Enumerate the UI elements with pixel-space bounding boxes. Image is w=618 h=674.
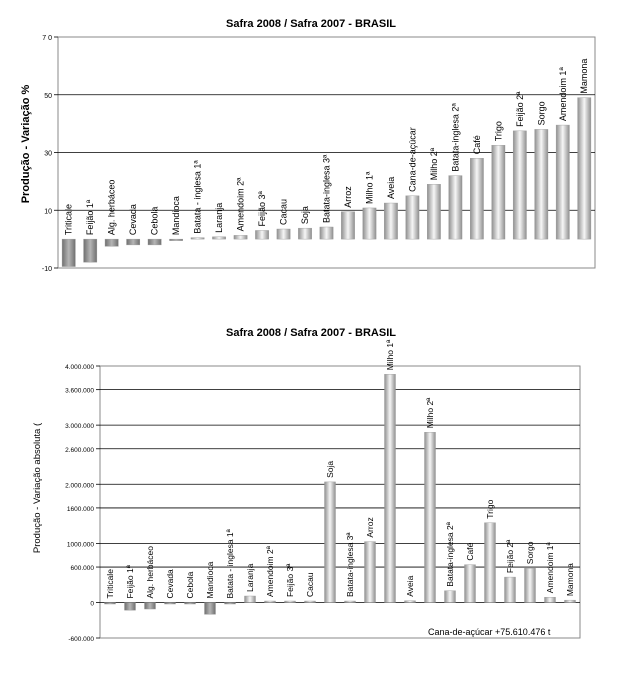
ytick-label: 10: [44, 208, 52, 216]
category-label: Laranja: [214, 202, 225, 233]
bar: [205, 603, 216, 615]
category-label: Batata-inglesa 2ª: [445, 522, 455, 587]
category-label: Cevada: [128, 204, 139, 236]
category-label: Cebola: [185, 571, 195, 599]
ytick-label: 0: [90, 600, 94, 608]
category-label: Sorgo: [536, 101, 547, 126]
category-label: Mandioca: [171, 196, 182, 236]
category-label: Batata-inglesa 3ª: [321, 154, 332, 223]
category-label: Arroz: [342, 186, 353, 208]
bar: [556, 125, 569, 239]
category-label: Trigo: [493, 121, 504, 142]
ytick-label: 600.000: [70, 565, 94, 573]
bar: [445, 591, 456, 603]
category-label: Alg. herbáceo: [106, 179, 117, 236]
bar: [125, 603, 136, 611]
category-label: Trigo: [485, 499, 495, 519]
bar: [427, 184, 440, 239]
bar: [545, 597, 556, 602]
bar: [470, 158, 483, 239]
bar: [425, 432, 436, 602]
category-label: Cana-de-açúcar: [407, 127, 418, 192]
category-label: Aveia: [405, 575, 415, 597]
bar: [285, 601, 296, 603]
bar: [320, 227, 333, 239]
bar: [145, 603, 156, 610]
bar: [265, 601, 276, 603]
category-label: Aveia: [385, 176, 396, 200]
category-label: Laranja: [245, 563, 255, 593]
ytick-label: 1600.000: [66, 505, 94, 513]
ytick-label: 50: [44, 92, 52, 100]
category-label: Feijão 2ª: [505, 539, 515, 574]
category-label: Batata-inglesa 3ª: [345, 532, 355, 598]
bar: [465, 565, 476, 603]
bar: [245, 596, 256, 603]
bar: [363, 208, 376, 239]
ytick-label: -600.000: [68, 636, 94, 643]
bar: [84, 239, 97, 262]
bar: [225, 603, 236, 605]
category-label: Cacau: [305, 572, 315, 598]
bar: [492, 145, 505, 239]
category-label: Alg. herbáceo: [145, 546, 155, 599]
category-label: Amendoim 1ª: [557, 67, 568, 122]
category-label: Amendoim 1ª: [545, 542, 555, 594]
bar: [298, 228, 311, 239]
category-label: Amendoim 2ª: [235, 177, 246, 232]
bar: [384, 203, 397, 239]
bar: [535, 129, 548, 239]
category-label: Cevada: [165, 569, 175, 599]
category-label: Batata - inglesa 1ª: [192, 160, 203, 234]
category-label: Feijão 3ª: [257, 191, 268, 227]
ytick-label: -10: [41, 266, 52, 273]
bar: [405, 601, 416, 603]
chart1-title: Safra 2008 / Safra 2007 - BRASIL: [226, 18, 396, 30]
category-label: Feijão 1ª: [85, 199, 96, 236]
category-label: Soja: [300, 206, 311, 225]
bar: [62, 239, 75, 266]
bar: [505, 577, 516, 602]
bar: [565, 600, 576, 602]
chart-absolute-variation: [0, 320, 618, 670]
bar: [148, 239, 161, 245]
category-label: Soja: [325, 460, 335, 478]
ytick-label: 4.000.000: [65, 364, 94, 371]
chart2-ylabel: Produção - Variação absoluta (: [32, 422, 43, 554]
ytick-label: 2.600.000: [65, 446, 94, 454]
bar: [105, 239, 118, 246]
bar: [485, 523, 496, 603]
bar: [365, 542, 376, 603]
bar: [341, 212, 354, 239]
bar: [169, 239, 182, 241]
bar: [513, 131, 526, 239]
bar: [305, 601, 316, 603]
category-label: Milho 2ª: [428, 147, 439, 181]
bar: [127, 239, 140, 245]
chart2-annotation: Cana-de-açúcar +75.610.476 t: [428, 627, 551, 637]
bar: [406, 196, 419, 239]
category-label: Arroz: [365, 517, 375, 538]
bar: [325, 482, 336, 603]
category-label: Mandioca: [205, 561, 215, 599]
bar: [212, 237, 225, 239]
ytick-label: 30: [44, 150, 52, 158]
category-label: Milho 2ª: [425, 397, 435, 429]
bar: [185, 603, 196, 605]
bar: [255, 230, 268, 239]
category-label: Batata-inglesa 2ª: [450, 103, 461, 172]
ytick-label: 1000.000: [66, 541, 94, 549]
chart2-title: Safra 2008 / Safra 2007 - BRASIL: [226, 327, 396, 339]
category-label: Feijão 1ª: [125, 565, 135, 599]
bar: [277, 229, 290, 239]
category-label: Batata - inglesa 1ª: [225, 529, 235, 599]
category-label: Triticale: [105, 569, 115, 599]
category-label: Amendoim 2ª: [265, 546, 275, 598]
bar: [345, 601, 356, 603]
category-label: Café: [471, 135, 482, 155]
bar: [105, 603, 116, 605]
category-label: Cebola: [149, 206, 160, 236]
category-label: Feijão 2ª: [514, 91, 525, 127]
bar: [165, 603, 176, 605]
ytick-label: 3.600.000: [65, 387, 94, 395]
category-label: Triticale: [63, 203, 74, 236]
bar: [449, 176, 462, 240]
category-label: Sorgo: [525, 541, 535, 565]
category-label: Mamona: [565, 563, 575, 597]
bar: [191, 238, 204, 240]
category-label: Cacau: [278, 199, 289, 226]
category-label: Milho 1ª: [385, 339, 395, 371]
bar: [234, 235, 247, 239]
ytick-label: 7 0: [42, 35, 52, 42]
category-label: Café: [465, 542, 475, 561]
chart-percent-variation: [0, 0, 618, 300]
category-label: Milho 1ª: [364, 171, 375, 204]
ytick-label: 3.000.000: [65, 423, 94, 431]
bar: [385, 374, 396, 602]
bar: [578, 98, 591, 239]
bar: [525, 568, 536, 602]
category-label: Feijão 3ª: [285, 563, 295, 598]
chart1-ylabel: Produção - Variação %: [20, 84, 32, 204]
ytick-label: 2.000.000: [65, 482, 94, 490]
category-label: Mamona: [579, 58, 590, 94]
